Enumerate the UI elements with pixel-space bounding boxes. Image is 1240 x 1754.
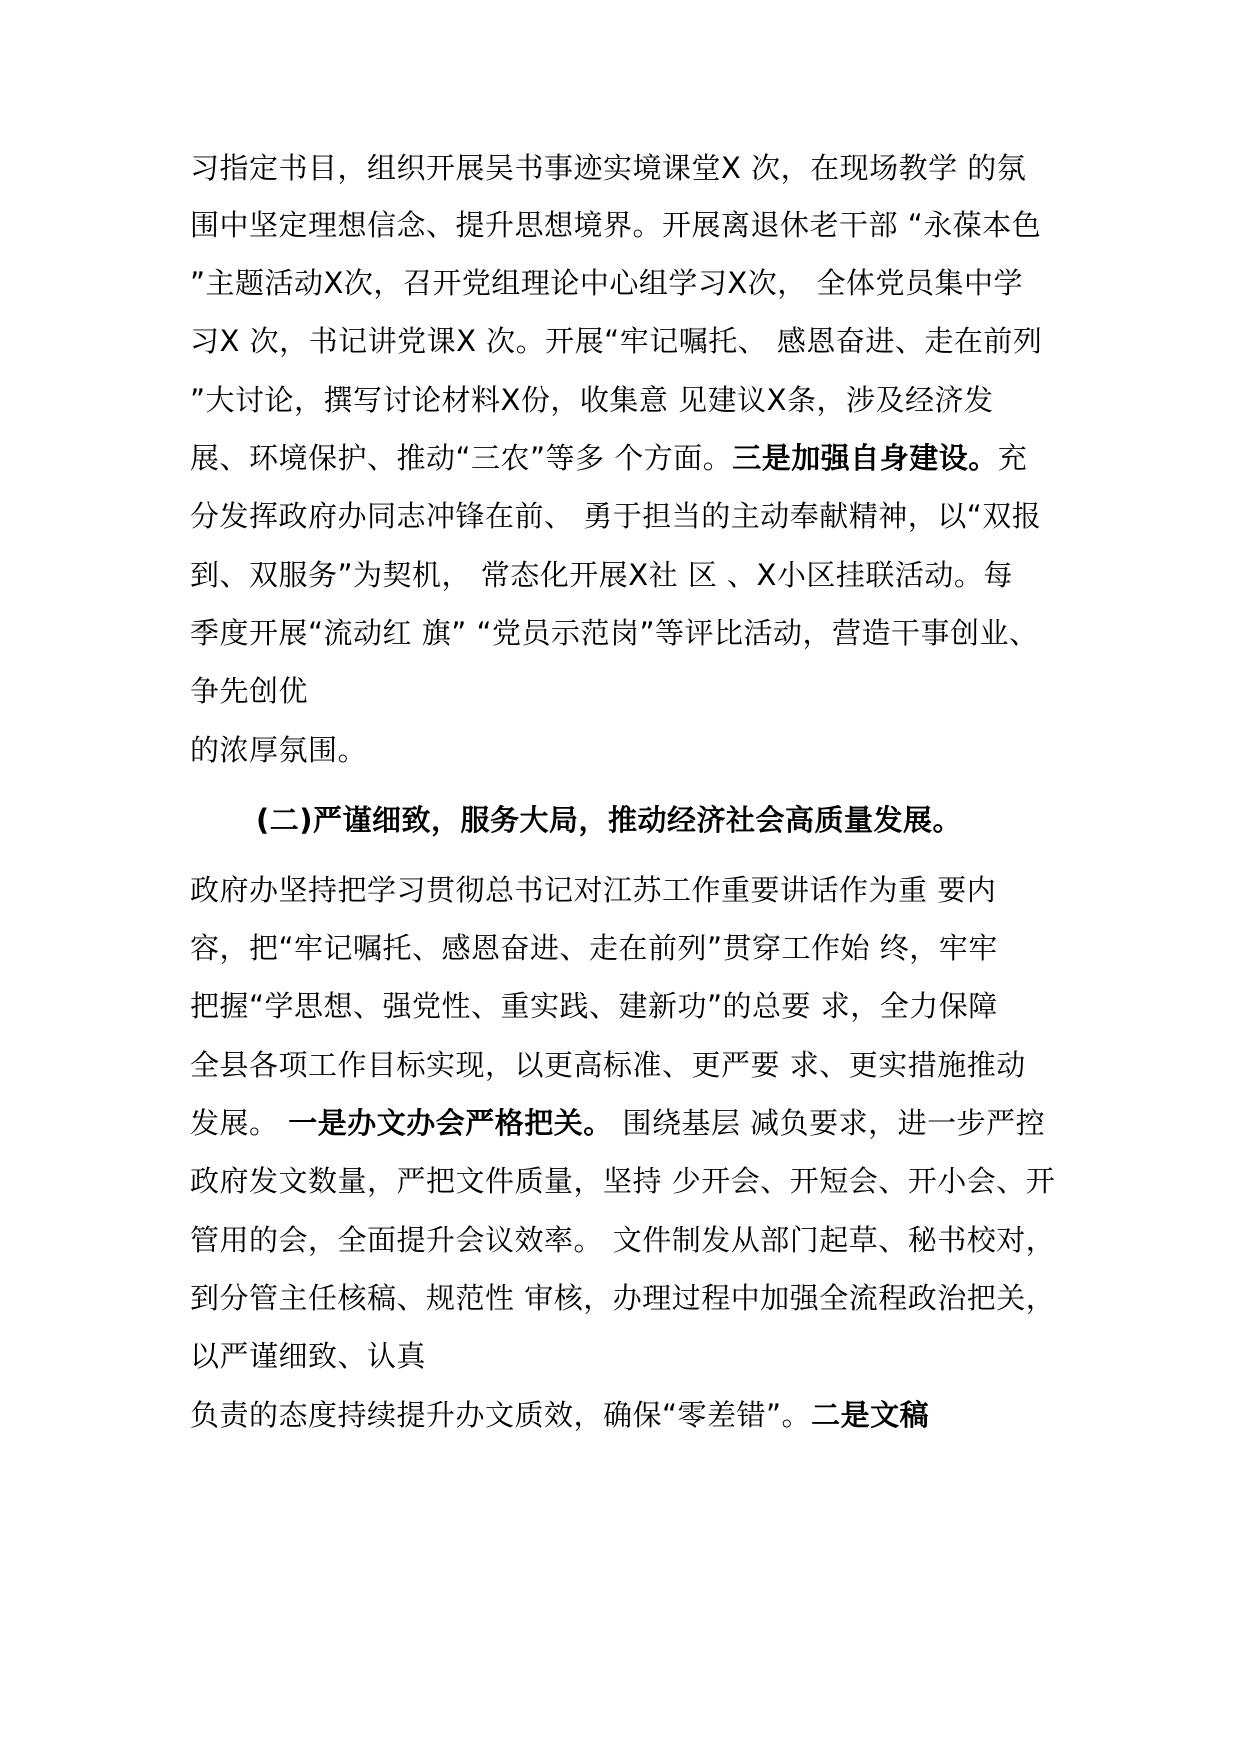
- text-line: 把握“学思想、强党性、重实践、建新功”的总要 求，全力保障: [190, 989, 998, 1023]
- bold-emphasis: 一是办文办会严格把关。: [288, 1106, 613, 1140]
- text-line: 到分管主任核稿、规范性 审核，办理过程中加强全流程政治把关，: [190, 1281, 1056, 1315]
- section-heading: (二)严谨细致，服务大局，推动经济社会高质量发展。: [256, 803, 963, 837]
- text-line: 管用的会，全面提升会议效率。 文件制发从部门起草、秘书校对，: [190, 1223, 1056, 1257]
- text-line: 负责的态度持续提升办文质效，确保“零差错”。二是文稿: [190, 1398, 930, 1432]
- text-line: 全县各项工作目标实现，以更高标准、更严要 求、更实措施推动: [190, 1048, 1026, 1082]
- text-line: 政府发文数量，严把文件质量，坚持 少开会、开短会、开小会、开: [190, 1164, 1056, 1198]
- text-line: 围中坚定理想信念、提升思想境界。开展离退休老干部 “永葆本色: [190, 208, 1042, 242]
- text-line: 政府办坚持把学习贯彻总书记对江苏工作重要讲话作为重 要内: [190, 873, 997, 907]
- text-line: ”大讨论，撰写讨论材料X份，收集意 见建议X条，涉及经济发: [190, 383, 994, 417]
- text-line: 到、双服务”为契机， 常态化开展X社 区 、X小区挂联活动。每: [190, 558, 1013, 592]
- text-line: 习指定书目，组织开展吴书事迹实境课堂X 次，在现场教学 的氛: [190, 151, 1027, 185]
- text-line: 季度开展“流动红 旗” “党员示范岗”等评比活动，营造干事创业、: [190, 616, 1039, 650]
- text-line: 分发挥政府办同志冲锋在前、 勇于担当的主动奉献精神，以“双报: [190, 499, 1042, 533]
- text-line: 争先创优: [190, 674, 309, 708]
- text-line: 以严谨细致、认真: [190, 1339, 427, 1373]
- bold-emphasis: 二是文稿: [811, 1398, 930, 1432]
- text-line: 容，把“牢记嘱托、感恩奋进、走在前列”贯穿工作始 终，牢牢: [190, 931, 998, 965]
- bold-emphasis: 三是加强自身建设。: [732, 441, 998, 475]
- text-line: 发展。 一是办文办会严格把关。 围绕基层 减负要求，进一步严控: [190, 1106, 1046, 1140]
- text-line: 展、环境保护、推动“三农”等多 个方面。三是加强自身建设。充: [190, 441, 1028, 475]
- text-line: ”主题活动X次，召开党组理论中心组学习X次， 全体党员集中学: [190, 266, 1023, 300]
- text-line: 习X 次，书记讲党课X 次。开展“牢记嘱托、 感恩奋进、走在前列: [190, 324, 1043, 358]
- text-line: 的浓厚氛围。: [190, 733, 368, 767]
